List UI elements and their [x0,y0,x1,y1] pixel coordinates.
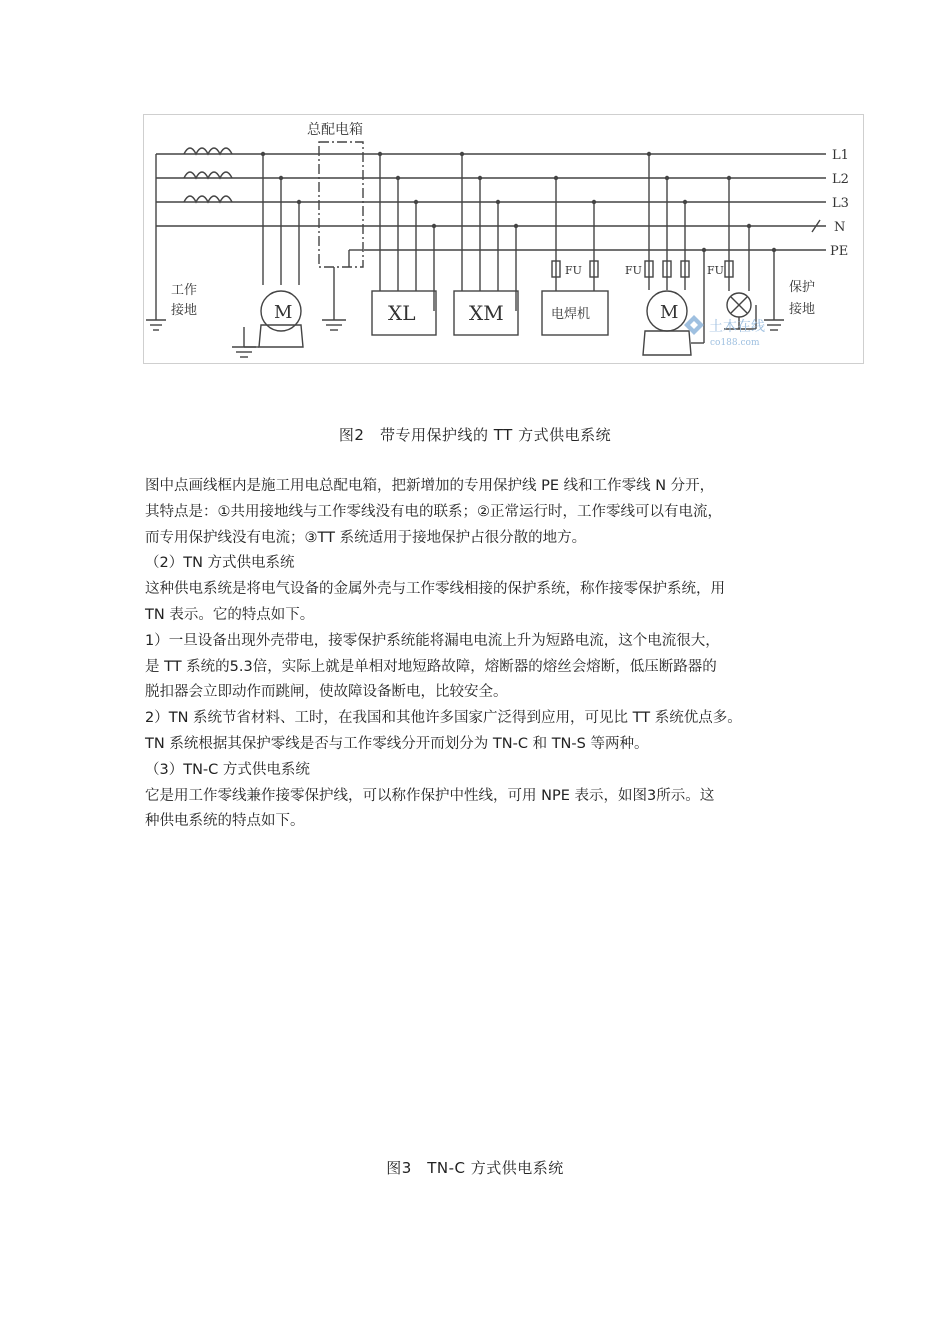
fu-label-lamp: FU [707,264,724,277]
motor-2-label: M [660,302,679,323]
xl-label: XL [388,301,416,325]
work-ground-label-2: 接地 [171,303,198,318]
paragraph-line: 2）TN 系统节省材料、工时，在我国和其他许多国家广泛得到应用，可见比 TT 系统优点多。 [145,710,742,727]
paragraph-line: 它是用工作零线兼作接零保护线，可以称作保护中性线，可用 NPE 表示，如图3所示。这 [145,787,715,804]
fu-label-welder: FU [565,264,582,277]
section-heading-tn: （2）TN 方式供电系统 [145,555,295,572]
paragraph-line: TN 系统根据其保护零线是否与工作零线分开而划分为 TN-C 和 TN-S 等两种。 [145,735,649,752]
protect-ground-label-1: 保护 [789,280,816,295]
paragraph-line: TN 表示。它的特点如下。 [145,606,315,623]
figure-2-caption: 图2 带专用保护线的 TT 方式供电系统 [338,426,612,444]
paragraph-line: 种供电系统的特点如下。 [145,813,305,830]
line-label-pe: PE [830,244,849,259]
paragraph-line: 这种供电系统是将电气设备的金属外壳与工作零线相接的保护系统，称作接零保护系统，用 [145,581,725,598]
paragraph-line: 1）一旦设备出现外壳带电，接零保护系统能将漏电电流上升为短路电流，这个电流很大， [145,632,720,649]
line-label-l2: L2 [832,172,849,187]
line-label-l1: L1 [832,148,849,163]
section-heading-tn-c: （3）TN-C 方式供电系统 [145,761,310,778]
xm-label: XM [469,301,504,325]
figure-2-diagram [143,114,864,364]
watermark-url: co188.com [710,338,760,348]
watermark-text: 土木在线 [709,319,765,335]
protect-ground-label-2: 接地 [789,302,816,317]
paragraph-line: 是 TT 系统的5.3倍，实际上就是单相对地短路故障，熔断器的熔丝会熔断，低压断路器的 [145,658,717,675]
work-ground-label-1: 工作 [171,283,198,298]
fu-label-motor: FU [625,264,642,277]
distribution-box-label: 总配电箱 [307,122,363,138]
figure-3-caption: 图3 TN-C 方式供电系统 [386,1159,564,1177]
tt-system-schematic [144,115,865,365]
body-text [145,474,815,835]
line-label-n: N [834,220,846,235]
motor-1-label: M [274,302,293,323]
paragraph-line: 脱扣器会立即动作而跳闸，使故障设备断电，比较安全。 [145,684,508,701]
paragraph-line: 其特点是：①共用接地线与工作零线没有电的联系；②正常运行时，工作零线可以有电流， [145,503,722,520]
paragraph-line: 而专用保护线没有电流；③TT 系统适用于接地保护占很分散的地方。 [145,529,587,546]
welder-label: 电焊机 [551,307,591,322]
paragraph-line: 图中点画线框内是施工用电总配电箱，把新增加的专用保护线 PE 线和工作零线 N 分开， [145,478,715,494]
line-label-l3: L3 [832,196,849,211]
